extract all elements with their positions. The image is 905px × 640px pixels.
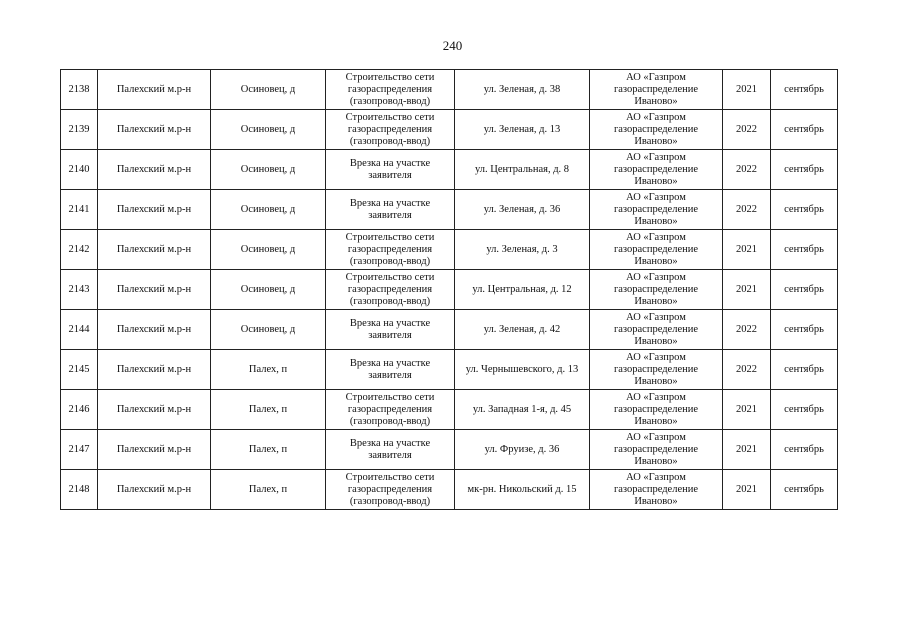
locality-cell: Осиновец, д (211, 70, 326, 110)
work-type-cell: Строительство сети газораспределения (газопровод-ввод) (326, 390, 455, 430)
address-cell: ул. Центральная, д. 12 (455, 270, 590, 310)
locality-cell: Осиновец, д (211, 270, 326, 310)
table-row (61, 70, 838, 110)
work-type-cell: Врезка на участке заявителя (326, 430, 455, 470)
address-cell: ул. Зеленая, д. 38 (455, 70, 590, 110)
locality-cell: Осиновец, д (211, 190, 326, 230)
row-number-cell: 2146 (61, 390, 98, 430)
district-cell: Палехский м.р-н (98, 350, 211, 390)
year-cell: 2022 (723, 350, 771, 390)
organization-cell: АО «Газпром газораспределение Иваново» (590, 430, 723, 470)
locality-cell: Осиновец, д (211, 310, 326, 350)
locality-cell: Осиновец, д (211, 230, 326, 270)
row-number-cell: 2141 (61, 190, 98, 230)
year-cell: 2021 (723, 230, 771, 270)
work-type-cell: Строительство сети газораспределения (газопровод-ввод) (326, 70, 455, 110)
district-cell: Палехский м.р-н (98, 430, 211, 470)
address-cell: ул. Западная 1-я, д. 45 (455, 390, 590, 430)
table-row (61, 470, 838, 510)
work-type-cell: Строительство сети газораспределения (газопровод-ввод) (326, 470, 455, 510)
row-number-cell: 2143 (61, 270, 98, 310)
year-cell: 2021 (723, 70, 771, 110)
month-cell: сентябрь (771, 350, 838, 390)
table-row (61, 430, 838, 470)
organization-cell: АО «Газпром газораспределение Иваново» (590, 270, 723, 310)
year-cell: 2022 (723, 190, 771, 230)
address-cell: ул. Зеленая, д. 36 (455, 190, 590, 230)
row-number-cell: 2145 (61, 350, 98, 390)
table-row (61, 110, 838, 150)
row-number-cell: 2144 (61, 310, 98, 350)
district-cell: Палехский м.р-н (98, 470, 211, 510)
year-cell: 2022 (723, 150, 771, 190)
month-cell: сентябрь (771, 310, 838, 350)
district-cell: Палехский м.р-н (98, 190, 211, 230)
table-body (61, 70, 838, 510)
row-number-cell: 2140 (61, 150, 98, 190)
year-cell: 2021 (723, 390, 771, 430)
table-row (61, 350, 838, 390)
year-cell: 2022 (723, 310, 771, 350)
work-type-cell: Строительство сети газораспределения (газопровод-ввод) (326, 270, 455, 310)
row-number-cell: 2138 (61, 70, 98, 110)
work-type-cell: Строительство сети газораспределения (газопровод-ввод) (326, 110, 455, 150)
district-cell: Палехский м.р-н (98, 70, 211, 110)
address-cell: мк-рн. Никольский д. 15 (455, 470, 590, 510)
locality-cell: Палех, п (211, 350, 326, 390)
organization-cell: АО «Газпром газораспределение Иваново» (590, 110, 723, 150)
locality-cell: Палех, п (211, 430, 326, 470)
month-cell: сентябрь (771, 390, 838, 430)
district-cell: Палехский м.р-н (98, 270, 211, 310)
month-cell: сентябрь (771, 470, 838, 510)
district-cell: Палехский м.р-н (98, 310, 211, 350)
locality-cell: Осиновец, д (211, 110, 326, 150)
table-row (61, 310, 838, 350)
month-cell: сентябрь (771, 270, 838, 310)
organization-cell: АО «Газпром газораспределение Иваново» (590, 470, 723, 510)
work-type-cell: Врезка на участке заявителя (326, 150, 455, 190)
gasification-table (60, 69, 838, 510)
month-cell: сентябрь (771, 230, 838, 270)
address-cell: ул. Центральная, д. 8 (455, 150, 590, 190)
locality-cell: Палех, п (211, 390, 326, 430)
work-type-cell: Строительство сети газораспределения (газопровод-ввод) (326, 230, 455, 270)
address-cell: ул. Фруизе, д. 36 (455, 430, 590, 470)
table-row (61, 230, 838, 270)
address-cell: ул. Зеленая, д. 3 (455, 230, 590, 270)
work-type-cell: Врезка на участке заявителя (326, 190, 455, 230)
table-row (61, 190, 838, 230)
year-cell: 2021 (723, 470, 771, 510)
organization-cell: АО «Газпром газораспределение Иваново» (590, 150, 723, 190)
year-cell: 2022 (723, 110, 771, 150)
organization-cell: АО «Газпром газораспределение Иваново» (590, 390, 723, 430)
district-cell: Палехский м.р-н (98, 150, 211, 190)
row-number-cell: 2139 (61, 110, 98, 150)
organization-cell: АО «Газпром газораспределение Иваново» (590, 70, 723, 110)
address-cell: ул. Зеленая, д. 13 (455, 110, 590, 150)
organization-cell: АО «Газпром газораспределение Иваново» (590, 310, 723, 350)
address-cell: ул. Зеленая, д. 42 (455, 310, 590, 350)
year-cell: 2021 (723, 430, 771, 470)
locality-cell: Осиновец, д (211, 150, 326, 190)
table-row (61, 390, 838, 430)
table-row (61, 270, 838, 310)
address-cell: ул. Чернышевского, д. 13 (455, 350, 590, 390)
work-type-cell: Врезка на участке заявителя (326, 350, 455, 390)
month-cell: сентябрь (771, 150, 838, 190)
work-type-cell: Врезка на участке заявителя (326, 310, 455, 350)
district-cell: Палехский м.р-н (98, 390, 211, 430)
month-cell: сентябрь (771, 70, 838, 110)
organization-cell: АО «Газпром газораспределение Иваново» (590, 230, 723, 270)
district-cell: Палехский м.р-н (98, 230, 211, 270)
organization-cell: АО «Газпром газораспределение Иваново» (590, 190, 723, 230)
month-cell: сентябрь (771, 110, 838, 150)
row-number-cell: 2142 (61, 230, 98, 270)
page-number: 240 (442, 38, 463, 53)
month-cell: сентябрь (771, 190, 838, 230)
row-number-cell: 2148 (61, 470, 98, 510)
year-cell: 2021 (723, 270, 771, 310)
locality-cell: Палех, п (211, 470, 326, 510)
month-cell: сентябрь (771, 430, 838, 470)
table-row (61, 150, 838, 190)
organization-cell: АО «Газпром газораспределение Иваново» (590, 350, 723, 390)
row-number-cell: 2147 (61, 430, 98, 470)
district-cell: Палехский м.р-н (98, 110, 211, 150)
